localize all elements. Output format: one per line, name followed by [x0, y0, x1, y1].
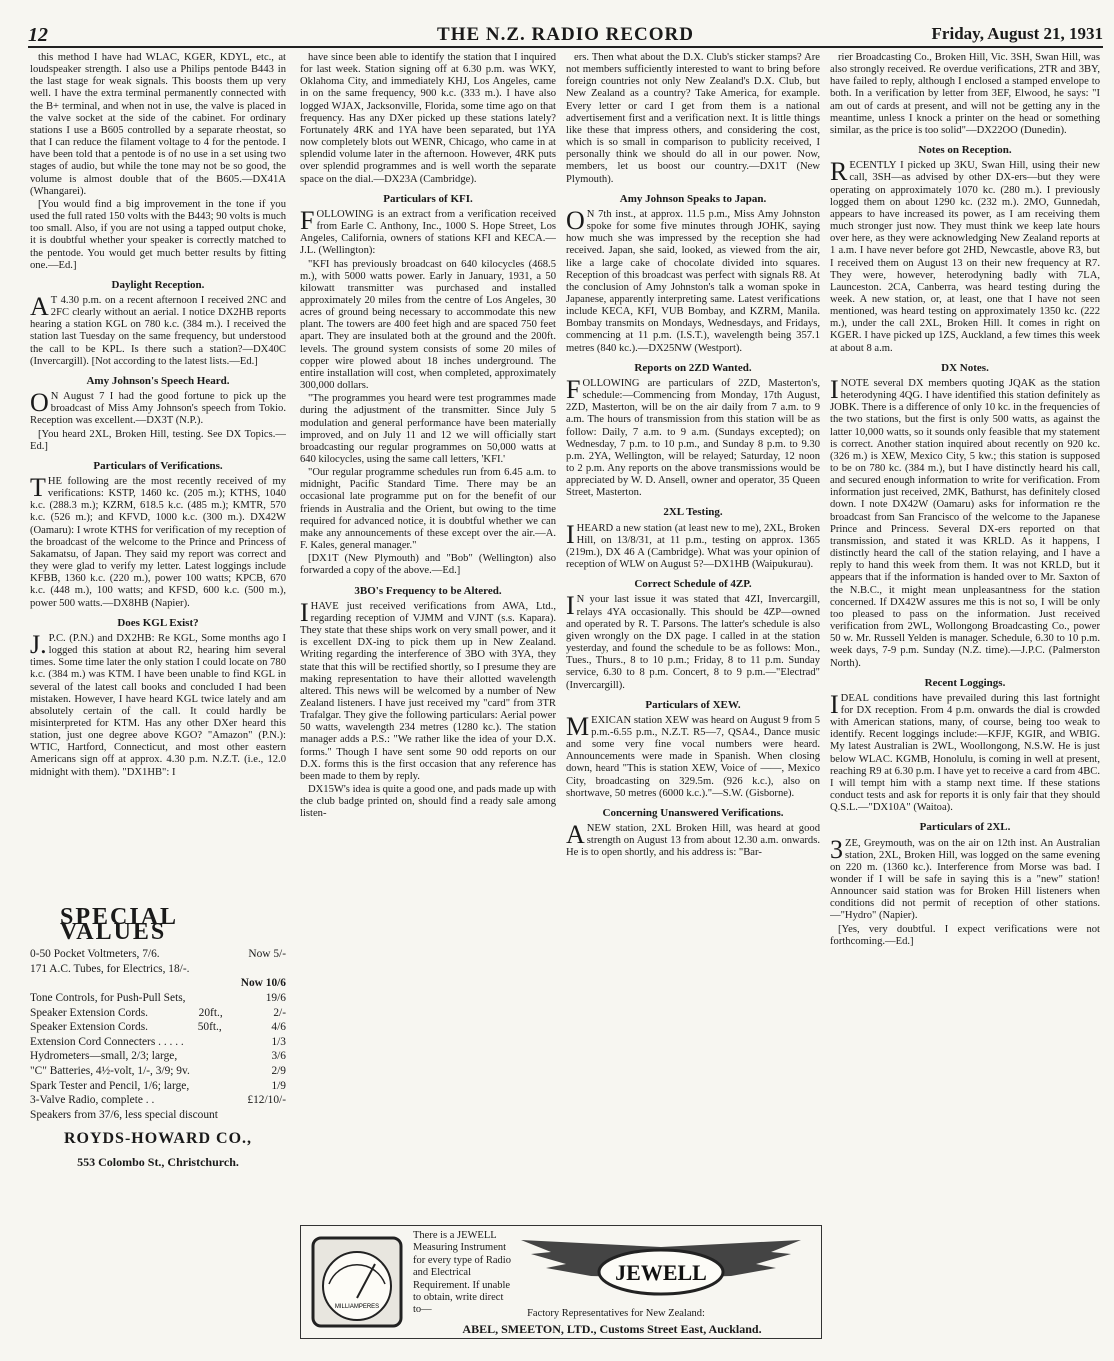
section-heading: Concerning Unanswered Verifications.: [602, 806, 784, 819]
ad-line: 3-Valve Radio, complete . . £12/10/-: [30, 1094, 286, 1107]
article-paragraph: IHEARD a new station (at least new to me), 2XL, Broken Hill, on 13/8/31, at 11 p.m., testing on approx. 1365 (219m.), DX 46 A (Cambridge). What was your opinion of reception of WLW on August 5?—DX1HB (Waipukurau).: [566, 519, 820, 571]
section-heading: 3BO's Frequency to be Altered.: [354, 584, 502, 597]
issue-date: Friday, August 21, 1931: [931, 24, 1103, 43]
jewell-winged-logo: [511, 1232, 811, 1302]
article-paragraph: INOTE several DX members quoting JQAK as the station heterodyning 4QG. I have identified this station definitely as JOBK. There is a difference of only 10 kc. in the frequencies of the two stations, but the first is only 500 watts, as against the latter 10,000 watts, so it sounds only feasible that my statement is correct. Another station inquired about recently on 920 kc. (326 m.) is XEW, Mexico City, 5 kw.; this station is supposed to be on 780 kc. (384 m.), but I have distinctly heard his call, and secured enough information to write for verification. From information just received, 2MK, Bathurst, has definitely closed down. I note DX42W (Oamaru) asks for information re the broadcast from San Francisco of the welcome to the Japanese Prince and Princess. Several DX-ers reported on that transmission, and stated it was KRLD. As it happens, I distinctly heard the call of the station relaying, and I have a reply to hand this week from them. It was not KRLD, but it appears that if the information is handed over to Mr. Saxton of the N.B.C., it might mean unpleasantness for the station concerned. If DX42W assures me this is not so, I will be only too pleased to pass on the information. Just received verification from 2WL, Wollongong Broadcasting Co., power 50 w. Mr. Russell Yelden is manager. Schedule, 6.30 to 10 p.m. week days, 7-9 p.m. Sunday (N.Z. time).—J.P.C. (Palmerston North).: [830, 374, 1100, 669]
article-paragraph: J.P.C. (P.N.) and DX2HB: Re KGL, Some months ago I logged this station at about R2, hearing him several times. Some time later the only station I could locate on 780 k.c. (384 m.) was KTM. I have been unable to find KGL in several of the latest call books and concluded I had been mistaken. However, I have heard KGL twice lately and am absolutely certain of the call. It could hardly be misinterpreted for KTM. Has any other DXer heard this station, just one degree above KGO? "Amazon" (P.N.): WTIC, Hartford, Connecticut, and most other eastern Americans sign off at approx. 4.30 p.m. N.Z.T. (i.e., 12.0 midnight with them). "DX1HB": I: [30, 629, 286, 778]
jewell-logo-text: JEWELL: [615, 1260, 707, 1285]
ad-line: Speaker Extension Cords. 20ft., 2/-: [30, 1006, 286, 1019]
ad-line: Speaker Extension Cords. 50ft., 4/6: [30, 1021, 286, 1034]
article-paragraph: FOLLOWING are particulars of 2ZD, Masterton's, schedule:—Commencing from Monday, 17th August, 2ZD, Masterton, will be on the air daily from 7 a.m. to 9 a.m. The hours of transmission from this station will be as follow: Daily, 7 a.m. to 9 a.m. (Sundays excepted); on Wednesday, 7 p.m. to 10 p.m., and Sunday 8 p.m. to 9.30 p.m. 2YA, Wellington, will be relayed; Saturday, 12 noon to 2 p.m. Any reports on the above transmissions would be appreciated by W. D. Ansell, owner and operator, 35 Queen Street, Masterton.: [566, 374, 820, 499]
article-paragraph: "Our regular programme schedules run from 6.45 a.m. to midnight, Pacific Standard Time. There may be an occasional late programme put on for the benefit of our friends in Australia and the Orient, but owing to the time required for advanced notice, it is doubtful whether we can make any announcements of these except over the air.—A. F. Kales, general manager.": [300, 467, 556, 552]
ad-heading: SPECIAL VALUES: [60, 904, 177, 945]
article-paragraph: "KFI has previously broadcast on 640 kilocycles (468.5 m.), with 5000 watts power. Early in January, 1931, a 50 kilowatt transmitter was purchased and installed approximately 20 miles from the centre of Los Angeles, 30 acres of ground being necessary to accommodate this new plant. The towers are 400 feet high and are spaced 750 feet apart. They are insulated both at the ground and the 200ft. levels. The ground system consists of some 20 miles of copper wire plowed about 18 inches underground. The entire installation will cost, when completed, approximately 300,000 dollars.: [300, 258, 556, 392]
article-paragraph: ON 7th inst., at approx. 11.5 p.m., Miss Amy Johnston spoke for some five minutes through JOHK, saying how much she was impressed by the reception she had received. Japan, she said, looked, as viewed from the air, like a large cake of chocolate divided into squares. Reception of this broadcast was perfect with signals R8. At the conclusion of Amy Johnston's talk a woman spoke in Japanese, apparently interpreting same. Latest verifications include KECA, KFI, VUB Bombay, and KZRM, Manila. Bombay transmits on Mondays, Wednesdays, and Fridays, commencing at 11 p.m. (I.S.T.), wavelength being 357.1 metres (840 kc.).—DX25NW (Westport).: [566, 205, 820, 354]
section-heading: Particulars of KFI.: [383, 192, 473, 205]
article-paragraph: THE following are the most recently received of my verifications: KSTP, 1460 kc. (205 m.); KTHS, 1040 k.c. (288.3 m.); KZRM, 618.5 k.c. (485 m.); KMTR, 570 k.c. (526 m.); and KFVD, 1000 k.c. (300 m.). DX42W (Oamaru): I wrote KTHS for verification of my reception of the broadcast of the welcome to the Prince and Princess of Sakamatsu, of Japan. They said my report was correct and they were glad to verify my letter. Latest loggings include KFBB, 1360 k.c. (220 m.), power 100 watts; KPCB, 670 k.c. (448 m.), 100 watts; and KFSD, 600 k.c. (500 m.), power 500 watts.—DX8HB (Napier).: [30, 473, 286, 609]
article-paragraph: have since been able to identify the station that I inquired for last week. Station signing off at 6.30 p.m. was WKY, Oklahoma City, and immediately KHJ, Los Angeles, came in on the same frequency, 900 k.c. (333 m.). I have also logged WJAX, Jacksonville, Florida, some time ago on that frequency. Has any DXer picked up these stations lately? Fortunately 4RK and 1YA have been separated, but 1YA now completely blots out WENR, Chicago, who came in at splendid volume later in the afternoon. However, 4RK puts over splendid programmes and is well worth the separate space on the dial.—DX23A (Cambridge).: [300, 52, 556, 185]
section-heading: DX Notes.: [941, 361, 989, 374]
column-2: [300, 52, 556, 1067]
ad-line: 171 A.C. Tubes, for Electrics, 18/-.: [30, 962, 190, 975]
article-paragraph: 3ZE, Greymouth, was on the air on 12th inst. An Australian station, 2XL, Broken Hill, was logged on the same evening on 220 m. (1360 kc.). Interference from Morse was bad. I wonder if I will be safe in saying this is a "new" station! Announcer said station was for Broken Hill listeners when conditions did not permit of reception of other stations.—"Hydro" (Napier).: [830, 834, 1100, 922]
special-values-ad: [30, 904, 286, 1320]
ad-line: Hydrometers—small, 2/3; large, 3/6: [30, 1050, 286, 1063]
article-paragraph: ers. Then what about the D.X. Club's sticker stamps? Are not members sufficiently interested to want to bring before foreign countries not only New Zealand's D.X. Club, but New Zealand as a country? Take America, for example. Every letter or card I get from them is a national advertisement first and a verification next. It is little things like these that impress others, and considering the cost, which is so small in comparison to publicity received, I personally think we should do all in our power. Now, members, let us boost our country.—DX1T (New Plymouth).: [566, 52, 820, 185]
section-heading: Amy Johnson Speaks to Japan.: [619, 192, 767, 205]
article-paragraph: "The programmes you heard were test programmes made during the adjustment of the transmitter. Since July 5 modulation and general performance have been materially improved, and on July 11 and 12 we will officially start broadcasting our regular programmes on 50,000 watts at 640 kilocycles, using the same call letters, 'KFI.': [300, 393, 556, 465]
ad-line: Extension Cord Connecters . . . . . 1/3: [30, 1035, 286, 1048]
abel-smeeton: ABEL, SMEETON, LTD., Customs Street East, Auckland.: [462, 1322, 762, 1336]
article-paragraph: ON August 7 I had the good fortune to pick up the broadcast of Miss Amy Johnson's speech from Tokio. Reception was excellent.—DX3T (N.P.).: [30, 388, 286, 427]
meter-illustration: [309, 1234, 405, 1330]
jewell-ad: [300, 1225, 822, 1339]
factory-reps: Factory Representatives for New Zealand:: [527, 1308, 705, 1319]
page-number: 12: [28, 24, 48, 46]
article-paragraph: this method I have had WLAC, KGER, KDYL, etc., at loudspeaker strength. I also use a Philips pentode B443 in the last stage for weak signals. This boosts them up very well. I have the extra terminal permanently connected with the B+ terminal, and when not in use, the valve is placed in the valve socket at the side of the cabinet. For ordinary stations I use a B605 controlled by a separate rheostat, so that I can reduce the filament voltage to 4 for the pentode. I have been told that a pentode is of no use in a set using two stages of audio, but while the tone may not be so good, the volume is almost double that of the B605.—DX41A (Whangarei).: [30, 52, 286, 197]
ad-line: Spark Tester and Pencil, 1/6; large, 1/9: [30, 1079, 286, 1092]
ad-address: 553 Colombo St., Christchurch.: [77, 1154, 239, 1169]
section-heading: Particulars of Verifications.: [93, 459, 223, 472]
column-1: [30, 52, 286, 907]
column-3: [566, 52, 820, 1057]
editor-note: [DX1T (New Plymouth) and "Bob" (Wellington) also forwarded a copy of the above.—Ed.]: [300, 553, 556, 577]
ad-line: 0-50 Pocket Voltmeters, 7/6. Now 5/-: [30, 948, 286, 961]
section-heading: Daylight Reception.: [111, 278, 205, 291]
article-paragraph: AT 4.30 p.m. on a recent afternoon I received 2NC and 2FC clearly without an aerial. I notice DX2HB reports hearing a station KGL on 780 k.c. (384 m.). I received the station last Tuesday on the same frequency, but understood the call to be KPL. Is there such a station?—DX40C (Invercargill). [Not according to the latest lists.—Ed.]: [30, 291, 286, 367]
ad-line: Speakers from 37/6, less special discount: [30, 1108, 218, 1121]
article-paragraph: IDEAL conditions have prevailed during this last fortnight for DX reception. From 4 p.m. onwards the dial is crowded with American stations, many, of course, being too weak to identify. Recent loggings include:—KFJF, KGIR, and WBIG. My latest Australian is 2WL, Woollongong, N.S.W. He is just below WLAC. KGMB, Honolulu, is coming in well at present, reaching R9 at 6.30 p.m. I have yet to receive a card from 4BC. I will tempt him with a stamp next time. If these stations conduct tests and ask for reports it is only fair that they should Q.S.L.—"DX10A" (Waitoa).: [830, 689, 1100, 814]
section-heading: Notes on Reception.: [918, 144, 1012, 157]
article-paragraph: rier Broadcasting Co., Broken Hill, Vic. 3SH, Swan Hill, was also strongly received. Re overdue verifications, 2TR and 3BY, have failed to reply, although I enclosed a stamped envelope to both. In a verification by letter from 3EF, Elwood, he says: "I am out of cards at present, and will not be getting any in the meantime, unless I knock a printer on the head or something similar, as the price is too solid"—DX22OO (Dunedin).: [830, 52, 1100, 136]
article-paragraph: ANEW station, 2XL Broken Hill, was heard at good strength on August 13 from about 12.30 a.m. onwards. He is to open shortly, and his address is: "Bar-: [566, 820, 820, 859]
section-heading: Does KGL Exist?: [117, 616, 199, 629]
masthead-title: THE N.Z. RADIO RECORD: [437, 24, 694, 45]
article-paragraph: DX15W's idea is quite a good one, and pads made up with the club badge printed on, should find a ready sale among listen-: [300, 784, 556, 820]
section-heading: Particulars of 2XL.: [919, 821, 1011, 834]
page-header: [28, 20, 1103, 46]
section-heading: Recent Loggings.: [924, 676, 1006, 689]
ad-company: ROYDS-HOWARD CO.,: [63, 1130, 253, 1148]
article-paragraph: RECENTLY I picked up 3KU, Swan Hill, using their new call, 3SH—as advised by other DX-ers—but they were operating on approximately 1070 kc. (280 m.). I previously logged them on about 1290 kc. (232 m.). 2MO, Gunnedah, appears to have increased its power, as I am receiving them much stronger just now. They must think we keep late hours over here, as they were acknowledging New Zealand reports at 1 a.m. I have never before got 2HD, Newcastle, above R3, but I received them on August 13 on their new frequency at R7. They were, however, heterodyning badly with 7LA, Launceston. 2CA, Canberra, was heard testing during the week. A new station, or, at least, one that I have not seen mentioned, was heard testing on approximately 1350 kc. (222 m.), under the call 2XL, Broken Hill. It comes in right on KGER. I have picked up 1ZS, Auckland, a few times this week at about 8 a.m.: [830, 157, 1100, 354]
article-paragraph: FOLLOWING is an extract from a verification received from Earle C. Anthony, Inc., 1000 S. Hope Street, Los Angeles, California, owners of stations KFI and KECA.—J.L. (Wellington):: [300, 205, 556, 257]
editor-note: [Yes, very doubtful. I expect verifications were not forthcoming.—Ed.]: [830, 923, 1100, 947]
jewell-text: There is a JEWELL Measuring Instrument for every type of Radio and Electrical Requirement. If unable to obtain, write direct to—: [413, 1230, 511, 1316]
section-heading: Correct Schedule of 4ZP.: [634, 578, 752, 591]
header-rule: [28, 46, 1103, 48]
section-heading: Particulars of XEW.: [645, 698, 741, 711]
editor-note: [You heard 2XL, Broken Hill, testing. See DX Topics.—Ed.]: [30, 428, 286, 452]
column-4: [830, 52, 1100, 1334]
article-paragraph: IN your last issue it was stated that 4ZI, Invercargill, relays 4YA occasionally. This should be 4ZP—owned and operated by R. T. Parsons. The latter's schedule is also given wrongly on the DX page. I called in at the station yesterday, and found the schedule to be as follows: Mon., Tues., Thurs., 8 to 10 p.m.; Friday, 8 to 11 p.m. Sunday service, 6.30 to 8 p.m. Concert, 8 to 9 p.m.—"Electrad" (Invercargill).: [566, 591, 820, 691]
ad-line: Now 10/6: [240, 977, 286, 990]
meter-label: MILLIAMPERES: [334, 1304, 380, 1310]
section-heading: Amy Johnson's Speech Heard.: [86, 374, 230, 387]
editor-note: [You would find a big improvement in the tone if you used the full rated 150 volts with the B443; 90 volts is much too small. Also, if you are not using a tapped output choke, it is doubtful whether your speaker is correctly matched to the pentode. You would get much better results by fitting one.—Ed.]: [30, 198, 286, 271]
article-paragraph: IHAVE just received verifications from AWA, Ltd., regarding reception of VJMM and VJNT (s.s. Kapara). They state that these ships work on very small power, and it is excellent DX-ing to pick them up in New Zealand. Writing regarding the interference of 3BO with 3YA, they state that this will be rectified shortly, so I presume they are making representation to have their allotted wavelength altered. This news will be welcomed by a number of New Zealand listeners. I have just received my "card" from 3TR Trafalgar. They give the following particulars: Aerial power 50 watts, wavelength 234 metres (1280 kc.). The station manager adds a P.S.: "We rather like the idea of your D.X. forms." Though I have sent some 90 odd reports on our D.X. forms this is the first occasion that any reference has been made to them by reply.: [300, 597, 556, 782]
ad-line: "C" Batteries, 4½-volt, 1/-, 3/9; 9v. 2/9: [30, 1064, 286, 1077]
section-heading: 2XL Testing.: [663, 506, 723, 519]
article-paragraph: MEXICAN station XEW was heard on August 9 from 5 p.m.-6.55 p.m., N.Z.T. R5—7, QSA4., Dance music and some very fine vocal numbers were heard. Announcements were made in Spanish. When closing down, heard "This is station XEW, Voice of ——, Mexico City, broadcasting on 329.5m. (926 k.c.), also on shortwave, 50 metres (6000 k.c.)."—S.W. (Gisborne).: [566, 711, 820, 799]
section-heading: Reports on 2ZD Wanted.: [634, 361, 752, 374]
ad-line: Tone Controls, for Push-Pull Sets, 19/6: [30, 991, 286, 1004]
